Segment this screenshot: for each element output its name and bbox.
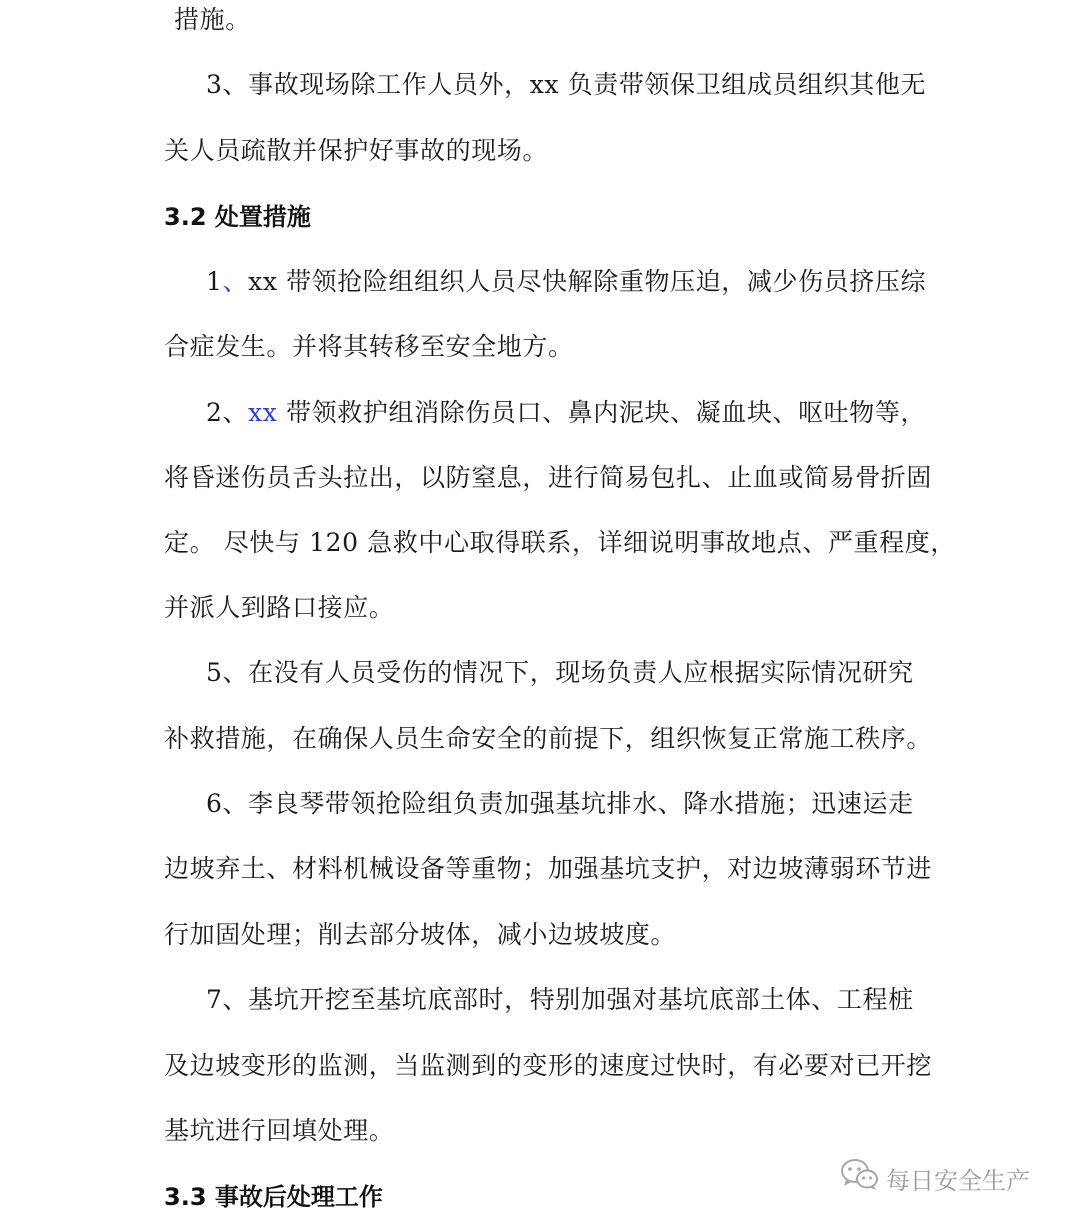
paragraph-1-text: xx 带领抢险组组织人员尽快解除重物压迫，减少伤员挤压综 xyxy=(248,267,927,296)
paragraph-3-line-2: 关人员疏散并保护好事故的现场。 xyxy=(164,136,549,165)
paragraph-2-line-3: 定。 尽快与 120 急救中心取得联系，详细说明事故地点、严重程度， xyxy=(164,528,956,557)
paragraph-2-line-2: 将昏迷伤员舌头拉出，以防窒息，进行简易包扎、止血或简易骨折固 xyxy=(164,463,933,492)
paragraph-1-line-1 xyxy=(206,266,926,298)
paragraph-6-line-3: 行加固处理；削去部分坡体，减小边坡坡度。 xyxy=(164,920,677,949)
text-line: 措施。 xyxy=(174,5,251,34)
watermark-text: 每日安全生产 xyxy=(886,1166,1030,1195)
paragraph-2-line-1 xyxy=(206,397,926,429)
paragraph-7-line-3: 基坑进行回填处理。 xyxy=(164,1116,395,1145)
paragraph-5-line-2: 补救措施，在确保人员生命安全的前提下，组织恢复正常施工秩序。 xyxy=(164,724,933,753)
paragraph-6-line-2: 边坡弃土、材料机械设备等重物；加强基坑支护，对边坡薄弱环节进 xyxy=(164,854,933,883)
paragraph-2-text: 带领救护组消除伤员口、鼻内泥块、凝血块、呕吐物等， xyxy=(277,398,927,427)
watermark xyxy=(840,1158,1030,1198)
paragraph-6-line-1: 6、李良琴带领抢险组负责加强基坑排水、降水措施；迅速运走 xyxy=(206,789,914,818)
paragraph-7-line-1: 7、基坑开挖至基坑底部时，特别加强对基坑底部土体、工程桩 xyxy=(206,985,914,1014)
paragraph-1-separator: 、 xyxy=(222,267,249,296)
paragraph-5-line-1: 5、在没有人员受伤的情况下，现场负责人应根据实际情况研究 xyxy=(206,658,914,687)
wechat-icon xyxy=(840,1158,886,1198)
paragraph-2-line-4: 并派人到路口接应。 xyxy=(164,593,395,622)
paragraph-3-line-1: 3、事故现场除工作人员外，xx 负责带领保卫组成员组织其他无 xyxy=(206,70,927,99)
paragraph-2-placeholder: xx xyxy=(248,398,278,427)
paragraph-2-number: 2、 xyxy=(206,398,249,427)
paragraph-7-line-2: 及边坡变形的监测，当监测到的变形的速度过快时，有必要对已开挖 xyxy=(164,1051,933,1080)
section-heading-3-3: 3.3 事故后处理工作 xyxy=(164,1183,383,1211)
section-heading-3-2: 3.2 处置措施 xyxy=(164,203,311,231)
paragraph-1-number: 1 xyxy=(206,267,223,296)
paragraph-1-line-2: 合症发生。并将其转移至安全地方。 xyxy=(164,332,574,361)
